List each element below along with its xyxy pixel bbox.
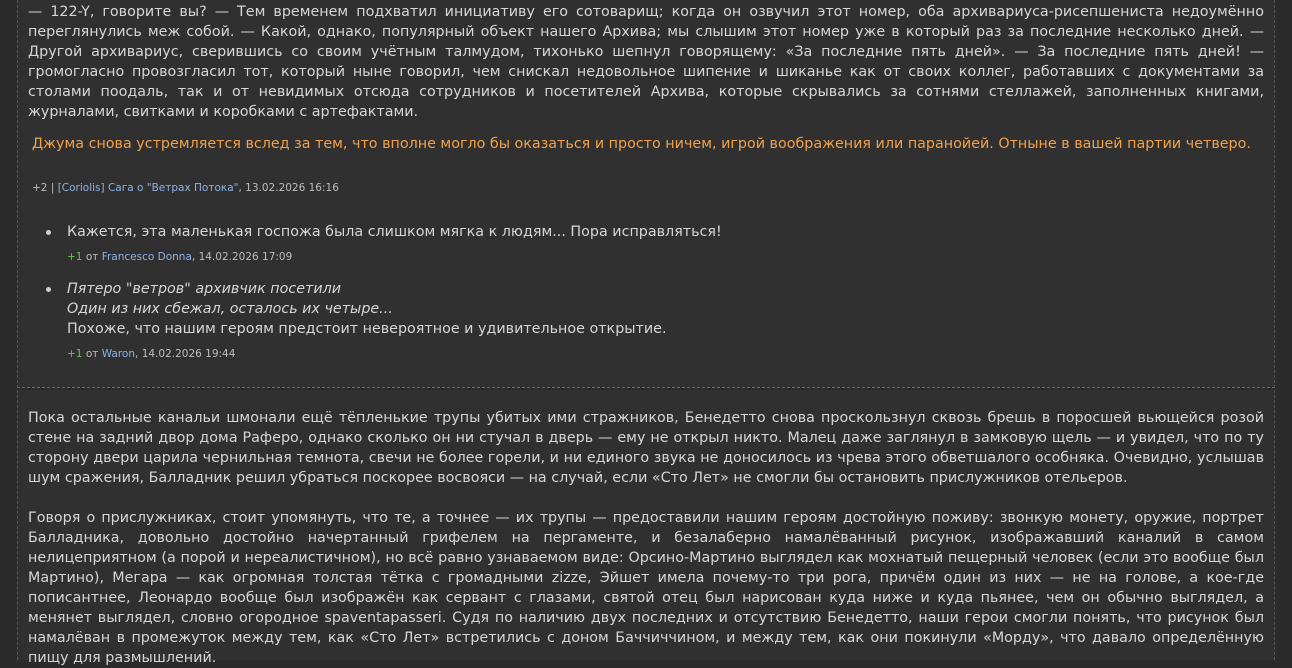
- comment-from: от: [82, 348, 102, 360]
- post-author-link[interactable]: [Coriolis] Сага о "Ветрах Потока": [57, 182, 239, 194]
- meta-separator: |: [47, 182, 58, 194]
- bullet-icon: [46, 230, 51, 235]
- post-paragraph: — 122-Y, говорите вы? — Тем временем подхватил инициативу его сотоварищ; когда он озвучил этот номер, оба архивариуса-рисепшениста недоумённо переглянулись меж собой. — Какой, однако, популярный объект нашего Архива; мы слышим этот номер уже в который раз за последние несколько дней. — Другой архивариус, сверившись со своим учётным талмудом, тихонько шепнул говорящему: «За последние пять дней». — За последние пять дней! — громогласно провозгласил тот, который ныне говорил, чем снискал недовольное шипение и шиканье как от своих коллег, работавших с документами за столами поодаль, так и от невидимых отсюда сотрудников и посетителей Архива, которые скрывались за сотнями стеллажей, заполненных книгами, журналами, свитками и коробками с артефактами.: [28, 4, 1264, 120]
- comment-item: [67, 279, 1274, 360]
- comment-date: , 14.02.2026 19:44: [135, 348, 236, 360]
- comment-score: +1: [67, 251, 83, 263]
- comment-item: [67, 222, 1274, 263]
- post-date: , 13.02.2026 16:16: [238, 182, 339, 194]
- comment-text: Кажется, эта маленькая госпожа была слишком мягка к людям... Пора исправляться!: [67, 224, 722, 240]
- comment-author-link[interactable]: Francesco Donna: [101, 251, 192, 263]
- comment-score: +1: [67, 348, 83, 360]
- comment-meta: [67, 251, 1274, 263]
- comment-list: [18, 222, 1274, 360]
- comment-author-link[interactable]: Waron: [101, 348, 136, 360]
- comment-meta: [67, 348, 1274, 360]
- post-paragraph: Пока остальные канальи шмонали ещё тёпленькие трупы убитых ими стражников, Бенедетто снова проскользнул сквозь брешь в поросшей вьющейся розой стене на задний двор дома Раферо, однако сколько он ни стучал в дверь — ему не открыл никто. Малец даже заглянул в замковую щель — и увидел, что по ту сторону двери царила чернильная темнота, свечи не более горели, и ни единого звука не доносилось из чрева этого обветшалого особняка. Очевидно, услышав шум сражения, Балладник решил убраться поскорее восвояси — на случай, если «Сто Лет» не смогли бы остановить прислужников отельеров.: [28, 410, 1264, 486]
- comment-text: Похоже, что нашим героям предстоит невероятное и удивительное открытие.: [67, 321, 667, 337]
- post-bottom: [17, 390, 1275, 666]
- comment-poem-line: Пятеро "ветров" архивчик посетили: [67, 281, 342, 297]
- post-top: [17, 0, 1275, 388]
- comment-from: от: [82, 251, 102, 263]
- post-paragraph: Говоря о прислужниках, стоит упомянуть, что те, а точнее — их трупы — предоставили нашим героям достойную поживу: звонкую монету, оружие, портрет Балладника, довольно достойно начертанный грифелем на пергаменте, и безалаберно намалёванный рисунок, изображавший каналий в самом нелицеприятном (а порой и нереалистичном), но всё равно узнаваемом виде: Орсино-Мартино выглядел как мохнатый пещерный человек (если это вообще был Мартино), Мегара — как огромная толстая тётка с громадными zizze, Эйшет имела почему-то три рога, причём один из них — не на голове, а кое-где пописантнее, Леонардо вообще был изображён как сервант с глазами, святой отец был нарисован куда ниже и куда пьянее, чем он обычно выглядел, а менянет выглядел, словно огородное spaventapasseri. Судя по наличию двух последних и отсутствию Бенедетто, наши герои смогли понять, что рисунок был намалёван в промежуток между тем, как «Сто Лет» встретились с доном Баччиччином, и между тем, как они покинули «Морду», что давало определённую пищу для размышлений.: [28, 510, 1264, 666]
- bullet-icon: [46, 287, 51, 292]
- comment-poem-line: Один из них сбежал, осталось их четыре...: [67, 301, 393, 317]
- post-meta: [18, 182, 1274, 194]
- party-notice: Джума снова устремляется вслед за тем, что вполне могло бы оказаться и просто ничем, игрой воображения или паранойей. Отныне в вашей партии четверо.: [32, 136, 1251, 152]
- comment-date: , 14.02.2026 17:09: [191, 251, 293, 263]
- post-score: +2: [32, 182, 48, 194]
